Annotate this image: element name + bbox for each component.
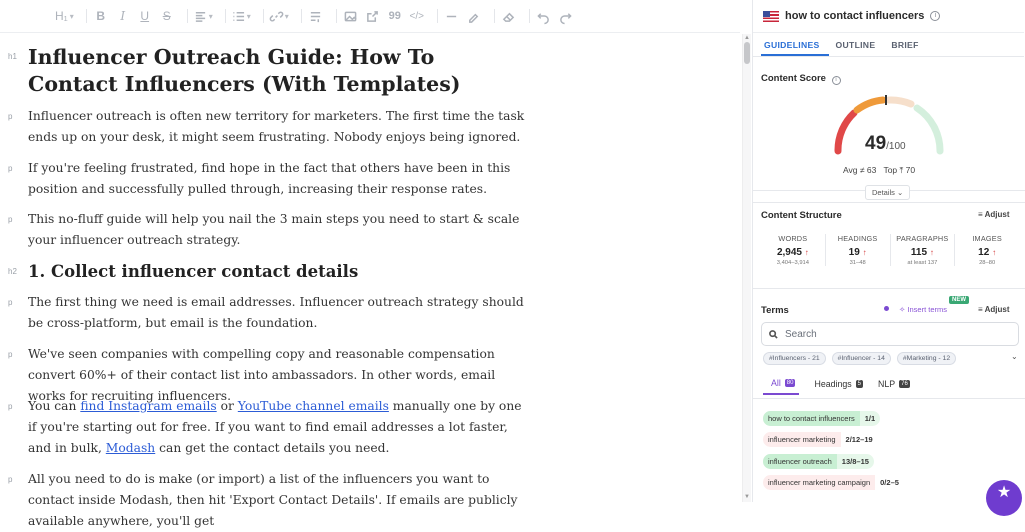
optimization-panel [752, 0, 1024, 502]
arrow-up-icon: ↑ [992, 248, 997, 257]
term-name: influencer outreach [763, 454, 837, 469]
block-tag-p: p [8, 112, 13, 121]
tab-brief[interactable]: BRIEF [891, 40, 919, 50]
paragraph[interactable] [8, 396, 528, 459]
us-flag-icon [763, 11, 779, 22]
top-score: Top ⤒ 70 [883, 165, 916, 175]
paragraph[interactable] [8, 106, 528, 148]
term-chip[interactable] [763, 475, 904, 490]
stat-value: 12 [978, 247, 990, 258]
chevron-down-icon: ▾ [208, 11, 213, 21]
gauge-segment-red [838, 113, 854, 151]
heading-label: H₁ [55, 9, 68, 23]
adjust-terms-button[interactable] [978, 305, 1010, 314]
new-badge: NEW [949, 296, 969, 304]
stat-label: IMAGES [972, 234, 1002, 243]
term-chip[interactable] [763, 432, 878, 447]
hashtag-chip[interactable]: #Marketing - 12 [897, 352, 956, 365]
filter-label: All [771, 378, 781, 388]
terms-search-input[interactable] [761, 322, 1019, 346]
redo-button[interactable] [558, 6, 574, 26]
panel-tabs [753, 33, 1024, 57]
content-structure-title: Content Structure [761, 210, 842, 221]
score-max: /100 [886, 141, 906, 152]
toolbar-divider [437, 9, 438, 23]
adjust-label: Adjust [984, 210, 1010, 219]
block-tag-p: p [8, 402, 13, 411]
embed-button[interactable] [365, 6, 381, 26]
content-score-title [761, 73, 841, 85]
term-count: 0/2–5 [880, 478, 899, 487]
assistant-button[interactable] [986, 480, 1022, 516]
undo-button[interactable] [536, 6, 552, 26]
stat-label: HEADINGS [837, 234, 878, 243]
heading-select[interactable] [55, 6, 74, 26]
redo-icon [559, 10, 572, 23]
block-tag-p: p [8, 475, 13, 484]
chevron-down-icon[interactable]: ⌄ [1011, 352, 1018, 361]
stat-range: 3,404–3,914 [776, 260, 809, 266]
divider [753, 288, 1025, 289]
details-button[interactable] [865, 185, 910, 200]
score-number: 49 [865, 133, 887, 154]
instagram-emails-link[interactable]: find Instagram emails [80, 399, 217, 413]
stat-value-row [891, 247, 955, 258]
youtube-emails-link[interactable]: YouTube channel emails [237, 399, 389, 413]
paragraph-text: If you're feeling frustrated, find hope in the fact that others have been in this position and successfully pulled through, increasing their response rates. [28, 161, 511, 196]
paragraph[interactable] [8, 158, 528, 200]
paragraph-text: This no-fluff guide will help you nail the 3 main steps you need to start & scale your influencer outreach strategy. [28, 212, 520, 247]
toolbar-divider [529, 9, 530, 23]
sliders-icon: ≡ [978, 305, 983, 314]
quote-button[interactable]: 99 [388, 10, 401, 22]
italic-button[interactable]: I [120, 9, 126, 23]
list-button[interactable] [232, 6, 251, 26]
tab-guidelines[interactable]: GUIDELINES [761, 33, 829, 56]
avg-score: Avg ≠ 63 [843, 165, 877, 175]
gauge-segment-green [917, 108, 940, 151]
divider [753, 202, 1025, 203]
strikethrough-button[interactable]: S [162, 9, 171, 23]
paragraph-text: We've seen companies with compelling copy and reasonable compensation convert 60%+ of their contact list into ambassadors. In other words, email works for recruiting influencers. [28, 347, 496, 403]
underline-button[interactable]: U [140, 9, 150, 23]
paragraph[interactable] [8, 469, 528, 532]
filter-tab-all[interactable] [763, 378, 799, 395]
align-button[interactable] [194, 6, 213, 26]
stat-images [955, 234, 1019, 266]
paragraph-text-part: or [216, 399, 238, 413]
terms-title: Terms [761, 305, 789, 316]
divider [753, 398, 1025, 399]
stat-range: 28–80 [979, 260, 996, 266]
sparkle-icon: ✧ [899, 305, 906, 314]
content-score-label: Content Score [761, 73, 826, 84]
term-chip[interactable] [763, 454, 874, 469]
article-title: Influencer Outreach Guide: How To Contact Influencers (With Templates) [28, 45, 461, 96]
ordered-list-icon [232, 10, 245, 23]
stat-label: PARAGRAPHS [896, 234, 949, 243]
scroll-down-icon[interactable]: ▼ [744, 494, 750, 500]
highlight-button[interactable] [466, 6, 482, 26]
scrollbar-thumb[interactable] [744, 42, 750, 64]
block-tag-p: p [8, 350, 13, 359]
insert-terms-label: Insert terms [907, 305, 947, 314]
term-count: 13/8–15 [841, 457, 869, 466]
arrow-up-icon: ↑ [862, 248, 867, 257]
search-placeholder: Search [785, 328, 817, 340]
hashtag-chip[interactable]: #Influencers - 21 [763, 352, 826, 365]
term-name: how to contact influencers [763, 411, 860, 426]
status-dot [884, 306, 889, 311]
structure-stats [761, 234, 1019, 266]
editor-canvas[interactable] [0, 34, 740, 528]
sliders-icon: ≡ [978, 210, 983, 219]
stat-value-row [761, 247, 825, 258]
heading-2[interactable] [8, 261, 528, 283]
toolbar-divider [187, 9, 188, 23]
tab-outline[interactable]: OUTLINE [835, 40, 876, 50]
hashtag-chip[interactable]: #Influencer - 14 [832, 352, 891, 365]
terms-filter-tabs [763, 378, 925, 395]
paragraph-text-part: can get the contact details you need. [155, 441, 390, 455]
stat-value: 19 [848, 247, 860, 258]
filter-tab-nlp[interactable] [878, 378, 910, 395]
panel-header [753, 0, 1024, 33]
paragraph[interactable] [8, 292, 528, 334]
chevron-down-icon: ⌄ [897, 188, 904, 197]
link-button[interactable] [270, 6, 289, 26]
stat-label: WORDS [778, 234, 808, 243]
details-label: Details [872, 188, 895, 197]
adjust-structure-button[interactable] [978, 210, 1010, 219]
term-name: influencer marketing [763, 432, 841, 447]
term-count: 1/1 [864, 414, 876, 423]
insert-terms-button[interactable] [899, 305, 947, 314]
chevron-down-icon: ▾ [246, 11, 251, 21]
info-icon[interactable]: i [930, 11, 940, 21]
gauge-segment-light [889, 100, 911, 104]
heading-1[interactable] [8, 44, 528, 98]
text-format-icon [309, 10, 322, 23]
content-score-value [865, 133, 906, 155]
block-tag-p: p [8, 164, 13, 173]
section-heading: 1. Collect influencer contact details [28, 262, 359, 281]
toolbar-divider [336, 9, 337, 23]
block-tag-h1: h1 [8, 52, 17, 61]
link-icon [270, 10, 283, 23]
toolbar-divider [301, 9, 302, 23]
chevron-down-icon: ▾ [284, 11, 289, 21]
filter-tab-headings[interactable] [814, 378, 863, 395]
image-icon [344, 10, 357, 23]
minus-icon [445, 10, 458, 23]
gauge-segment-orange [857, 100, 883, 110]
paragraph[interactable] [8, 209, 528, 251]
target-keyword: how to contact influencers [785, 10, 925, 22]
clear-button[interactable] [501, 6, 517, 26]
term-name: influencer marketing campaign [763, 475, 875, 490]
toolbar-divider [225, 9, 226, 23]
undo-icon [537, 10, 550, 23]
stat-words [761, 234, 826, 266]
paragraph-text-part: You can [28, 399, 81, 413]
star-icon: ★ [996, 484, 1012, 501]
block-tag-h2: h2 [8, 267, 17, 276]
block-tag-p: p [8, 298, 13, 307]
chevron-down-icon: ▾ [69, 11, 74, 21]
highlight-icon [467, 10, 480, 23]
paragraph-text [28, 396, 528, 459]
stat-range: 31–48 [849, 260, 866, 266]
toolbar-divider [86, 9, 87, 23]
stat-paragraphs [891, 234, 956, 266]
toolbar-divider [263, 9, 264, 23]
paragraph-text: Influencer outreach is often new territory for marketers. The first time the task ends up on your desk, it might seem frustrating. Nobody enjoys being ignored. [28, 109, 525, 144]
filter-count: 80 [786, 380, 794, 386]
info-icon[interactable]: i [832, 76, 841, 85]
paragraph-text: The first thing we need is email addresses. Influencer outreach strategy should be cross-platform, but email is the foundation. [28, 295, 524, 330]
topic-hashtags [763, 352, 962, 365]
arrow-up-icon: ↑ [929, 248, 934, 257]
filter-label: NLP [877, 379, 896, 389]
term-chip[interactable] [763, 411, 880, 426]
avg-top-scores [843, 165, 915, 176]
horizontal-rule-button[interactable] [444, 6, 460, 26]
arrow-up-icon: ↑ [804, 248, 809, 257]
editor-scrollbar[interactable] [742, 34, 751, 502]
filter-count: 76 [901, 381, 908, 387]
eraser-icon [502, 10, 515, 23]
stat-value: 115 [910, 247, 928, 258]
stat-headings [826, 234, 891, 266]
bold-button[interactable]: B [96, 9, 106, 23]
filter-label: Headings [814, 379, 852, 389]
stat-range: at least 137 [907, 260, 938, 266]
stat-value: 2,945 [776, 247, 802, 258]
embed-icon [366, 10, 379, 23]
toolbar-divider [494, 9, 495, 23]
adjust-label: Adjust [984, 305, 1010, 314]
code-button[interactable]: </> [409, 10, 425, 22]
image-button[interactable] [343, 6, 359, 26]
clear-format-button[interactable] [308, 6, 324, 26]
stat-value-row [955, 247, 1019, 258]
align-left-icon [194, 10, 207, 23]
paragraph-text: All you need to do is make (or import) a list of the influencers you want to contact inside Modash, then hit 'Export Contact Details'. If emails are publicly available anywhere, you'll get [28, 472, 518, 528]
scroll-up-icon[interactable]: ▲ [744, 35, 750, 41]
filter-count: 5 [857, 381, 861, 387]
search-icon [769, 330, 778, 339]
paragraph-text-part: manually one by one if you're starting out for free. If you want to find email addresses a lot faster, and in bulk, [28, 399, 522, 455]
stat-value-row [826, 247, 890, 258]
editor-toolbar [0, 0, 740, 33]
term-count: 2/12–19 [845, 435, 873, 444]
modash-link[interactable]: Modash [105, 441, 156, 455]
block-tag-p: p [8, 215, 13, 224]
